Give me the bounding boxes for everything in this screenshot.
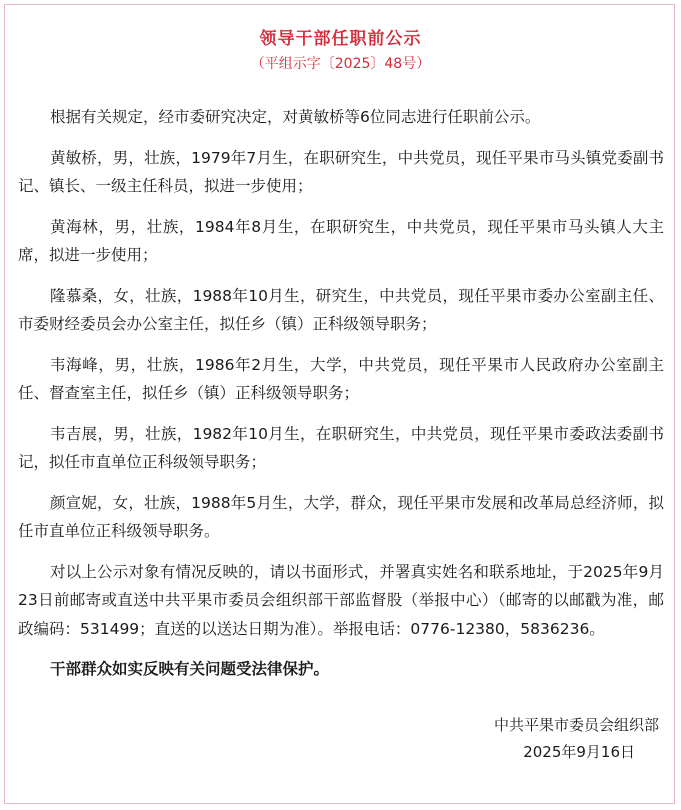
candidate-paragraph: 颜宣妮，女，壮族，1988年5月生，大学，群众，现任平果市发展和改革局总经济师，拟任市直单位正科级领导职务。 (18, 493, 664, 540)
signature-date: 2025年9月16日 (523, 743, 635, 761)
candidate-paragraph: 韦吉展，男，壮族，1982年10月生，在职研究生，中共党员，现任平果市委政法委副书记，拟任市直单位正科级领导职务； (18, 424, 664, 471)
notice-body (18, 103, 664, 696)
candidate-paragraph: 黄敏桥，男，壮族，1979年7月生，在职研究生，中共党员，现任平果市马头镇党委副书记、镇长、一级主任科员，拟进一步使用； (18, 148, 664, 195)
signature-organization: 中共平果市委员会组织部 (493, 716, 659, 734)
document-number: （平组示字〔2025〕48号） (250, 56, 431, 72)
candidate-paragraph: 韦海峰，男，壮族，1986年2月生，大学，中共党员，现任平果市人民政府办公室副主任、督查室主任，拟任乡（镇）正科级领导职务； (18, 355, 664, 402)
notice-title: 领导干部任职前公示 (259, 29, 422, 49)
candidate-paragraph: 黄海林，男，壮族，1984年8月生，在职研究生，中共党员，现任平果市马头镇人大主席，拟进一步使用； (18, 217, 664, 264)
intro-paragraph: 根据有关规定，经市委研究决定，对黄敏桥等6位同志进行任职前公示。 (50, 108, 541, 126)
candidate-paragraph: 隆慕桑，女，壮族，1988年10月生，研究生，中共党员，现任平果市委办公室副主任、市委财经委员会办公室主任，拟任乡（镇）正科级领导职务； (18, 286, 664, 333)
legal-protection-statement: 干部群众如实反映有关问题受法律保护。 (50, 660, 330, 678)
feedback-paragraph: 对以上公示对象有情况反映的，请以书面形式，并署真实姓名和联系地址，于2025年9月23日前邮寄或直送中共平果市委员会组织部干部监督股（举报中心）（邮寄的以邮戳为准，邮政编码：531499；直送的以送达日期为准）。举报电话：0776-12380，5836236。 (18, 562, 664, 638)
